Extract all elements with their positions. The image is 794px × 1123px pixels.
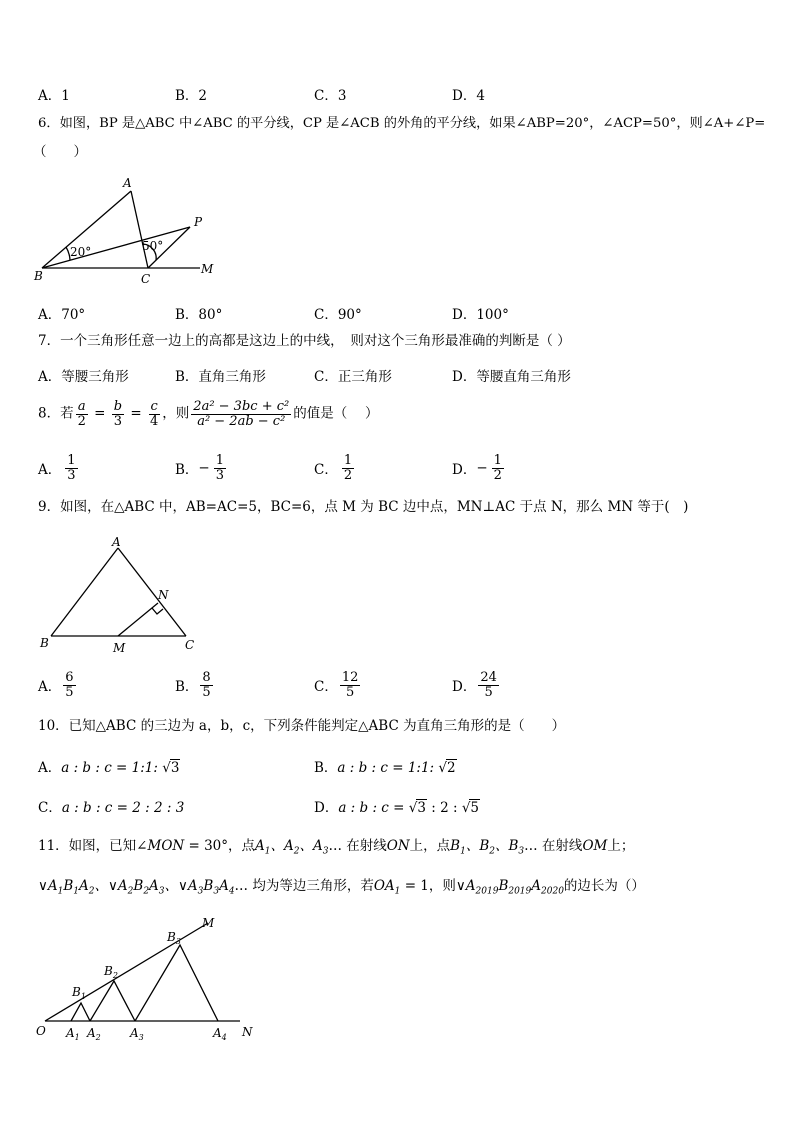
q7-stem: 7．一个三角形任意一边上的高都是这边上的中线， 则对这个三角形最准确的判断是（ ） bbox=[38, 333, 571, 349]
label-a4: $A_4$ bbox=[213, 1026, 227, 1042]
q7-option-b: B．直角三角形 bbox=[175, 369, 266, 385]
q9-option-b: B． $\frac{8}{5}$ bbox=[175, 670, 211, 700]
q9-option-d: D． $\frac{24}{5}$ bbox=[452, 670, 497, 700]
q10-option-d: D．a : b : c = √3 : 2 : √5 bbox=[314, 800, 480, 816]
q8-prefix: 8．若 bbox=[38, 405, 74, 422]
label-b2: $B_2$ bbox=[104, 964, 118, 980]
label-c: C bbox=[141, 272, 151, 286]
q8-mid: ，则 bbox=[162, 405, 190, 422]
q7-option-a: A．等腰三角形 bbox=[38, 369, 129, 385]
q9-option-c: C． $\frac{12}{5}$ bbox=[314, 670, 359, 700]
fraction-c-4: $\frac{c}{4}$ bbox=[150, 399, 159, 429]
q11-line2: $\vee A_1B_1A_2$、$\vee A_2B_2A_3$、$\vee A_3B_3A_4\dots$ 均为等边三角形，若$OA_1 = 1$，则$\vee A_{2019}B_{2019}A_{2020}$的边长为（） bbox=[38, 878, 645, 897]
angle-label-20: 20° bbox=[70, 245, 92, 259]
label-n: N bbox=[158, 588, 169, 602]
line-ac bbox=[118, 548, 186, 636]
label-b: B bbox=[34, 269, 43, 283]
label-b3: $B_3$ bbox=[167, 930, 181, 946]
q5-option-c: C．3 bbox=[314, 88, 347, 104]
q6-option-a: A．70° bbox=[38, 307, 86, 323]
q6-option-b: B．80° bbox=[175, 307, 223, 323]
q8-suffix: 的值是（ ） bbox=[293, 405, 379, 422]
line-mn bbox=[118, 603, 158, 636]
label-n: N bbox=[242, 1025, 253, 1039]
q6-figure bbox=[30, 170, 230, 290]
label-b1: $B_1$ bbox=[72, 985, 86, 1001]
q8-option-a: A． $\frac{1}{3}$ bbox=[38, 453, 76, 483]
label-o: O bbox=[36, 1024, 46, 1038]
label-c: C bbox=[185, 638, 195, 652]
q9-figure bbox=[36, 534, 216, 656]
triangle-a2b2a3 bbox=[90, 981, 135, 1021]
q8-expression: $\frac{\text{2a² − 3bc + c²}}{\text{a² − 2ab − c²}}$ bbox=[193, 399, 290, 429]
q10-stem: 10．已知△ABC 的三边为 a，b，c，下列条件能判定△ABC 为直角三角形的是（ ） bbox=[38, 718, 566, 734]
q10-option-a: A．a : b : c = 1:1: √3 bbox=[38, 760, 180, 776]
fraction-b-3: $\frac{b}{3}$ bbox=[113, 399, 123, 429]
line-ac bbox=[131, 191, 148, 268]
label-b: B bbox=[40, 636, 49, 650]
q7-option-d: D．等腰直角三角形 bbox=[452, 369, 571, 385]
q9-option-a: A． $\frac{6}{5}$ bbox=[38, 670, 74, 700]
fraction-a-2: $\frac{a}{2}$ bbox=[77, 399, 86, 429]
label-a1: $A_1$ bbox=[66, 1026, 80, 1042]
right-angle-mark bbox=[152, 608, 163, 614]
label-m: M bbox=[113, 641, 126, 655]
label-a2: $A_2$ bbox=[87, 1026, 101, 1042]
q11-line1: 11．如图，已知∠MON = 30°，点$A_1$、$A_2$、$A_3\dots$ 在射线ON上，点$B_1$、$B_2$、$B_3\dots$ 在射线OM上； bbox=[38, 838, 635, 857]
ray-om bbox=[45, 923, 208, 1021]
q8-option-c: C． $\frac{1}{2}$ bbox=[314, 453, 353, 483]
q6-stem: 6．如图，BP 是△ABC 中∠ABC 的平分线，CP 是∠ACB 的外角的平分线，如果∠ABP=20°，∠ACP=50°，则∠A+∠P= bbox=[38, 116, 766, 131]
q5-option-b: B．2 bbox=[175, 88, 208, 104]
q7-option-c: C．正三角形 bbox=[314, 369, 392, 385]
label-p: P bbox=[194, 215, 203, 229]
label-a: A bbox=[123, 176, 132, 190]
q8-stem: 8．若 $\frac{a}{2}$ = $\frac{b}{3}$ = $\frac{c}{4}$ ，则 $\frac{\text{2a² − 3bc + c²}}{\text{a² − 2ab − c²}}$ 的值是（ ） bbox=[38, 399, 379, 429]
q10-option-c: C．a : b : c = 2 : 2 : 3 bbox=[38, 800, 185, 816]
q6-option-c: C．90° bbox=[314, 307, 362, 323]
q11-figure bbox=[30, 910, 270, 1045]
q10-option-b: B．a : b : c = 1:1: √2 bbox=[314, 760, 456, 776]
q8-option-d: D．− $\frac{1}{2}$ bbox=[452, 453, 502, 483]
q5-option-d: D．4 bbox=[452, 88, 485, 104]
label-m: M bbox=[201, 262, 214, 276]
q6-option-d: D．100° bbox=[452, 307, 509, 323]
line-ba bbox=[51, 548, 118, 636]
angle-label-50: 50° bbox=[142, 239, 164, 253]
q8-option-b: B．− $\frac{1}{3}$ bbox=[175, 453, 225, 483]
triangle-a1b1a2 bbox=[71, 1003, 90, 1021]
q5-option-a: A．1 bbox=[38, 88, 70, 104]
triangle-a3b3a4 bbox=[135, 945, 218, 1021]
q9-stem: 9．如图，在△ABC 中，AB=AC=5，BC=6，点 M 为 BC 边中点，MN⊥AC 于点 N，那么 MN 等于( ) bbox=[38, 499, 689, 515]
label-m: M bbox=[202, 916, 215, 930]
label-a: A bbox=[112, 535, 121, 549]
line-bp bbox=[42, 227, 190, 268]
label-a3: $A_3$ bbox=[130, 1026, 144, 1042]
q6-paren: （ ） bbox=[33, 144, 87, 160]
